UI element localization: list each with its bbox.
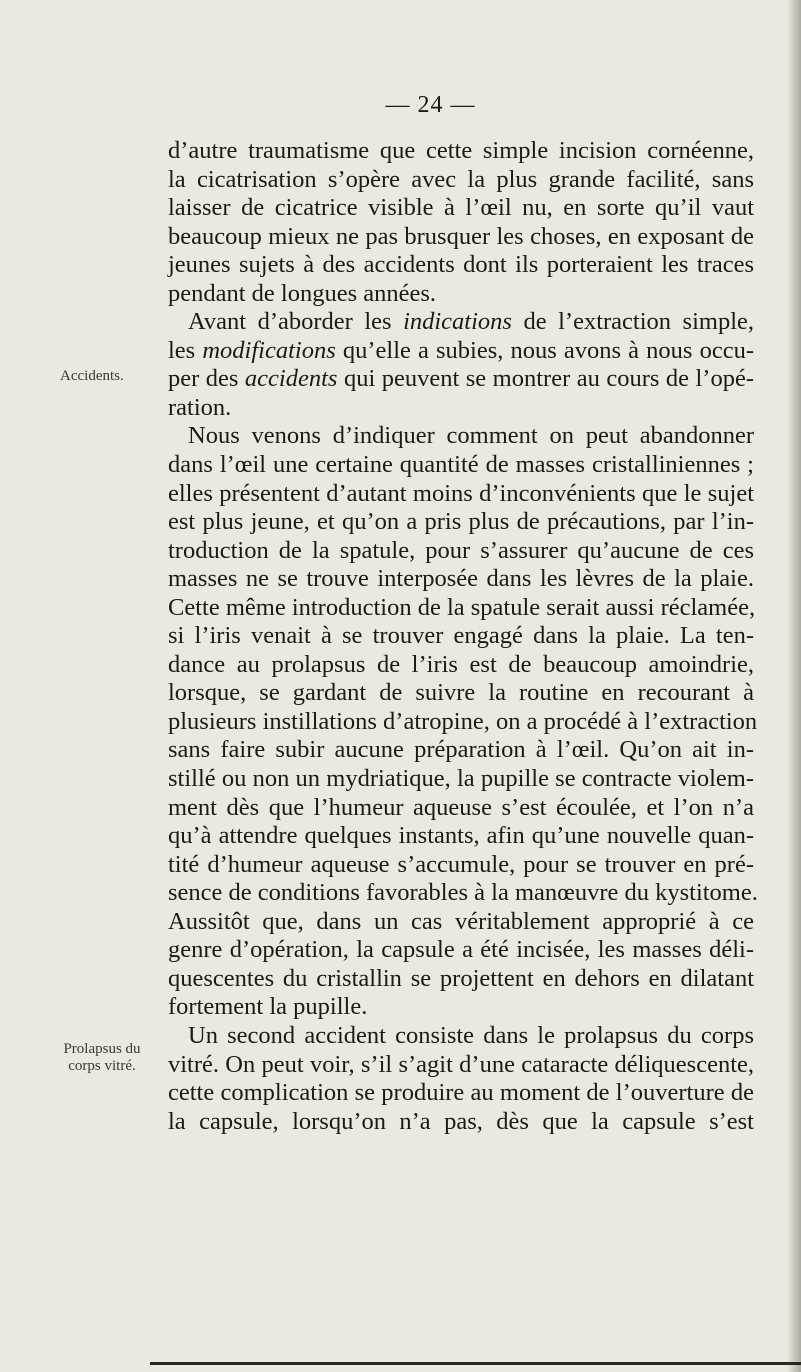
text-line: genre d’opération, la capsule a été incisée, les masses déli- <box>168 936 754 964</box>
margin-note-accidents: Accidents. <box>60 368 124 384</box>
margin-note-prolapsus-line1: Prolapsus du <box>63 1041 141 1057</box>
text-line: fortement la pupille. <box>168 993 368 1021</box>
text-run: de l’extraction simple, <box>511 308 755 336</box>
text-line: qu’à attendre quelques instants, afin qu’une nouvelle quan- <box>168 822 754 850</box>
text-line <box>168 308 754 337</box>
text-line: d’autre traumatisme que cette simple incision cornéenne, <box>168 137 754 164</box>
text-run: Avant d’aborder les <box>188 308 404 336</box>
body-text <box>168 137 758 1136</box>
text-line: vitré. On peut voir, s’il s’agit d’une cataracte déliquescente, <box>168 1050 754 1078</box>
text-run: qu’elle a subies, nous avons à nous occu- <box>335 336 754 364</box>
text-line: ration. <box>168 393 232 421</box>
text-line: Nous venons d’indiquer comment on peut abandonner <box>188 422 754 450</box>
text-line: tité d’humeur aqueuse s’accumule, pour se trouver en pré- <box>168 850 754 878</box>
text-line: dans l’œil une certaine quantité de masses cristalliniennes ; <box>168 451 754 479</box>
text-line: stillé ou non un mydriatique, la pupille se contracte violem- <box>168 765 754 793</box>
text-line <box>168 365 754 394</box>
italic-term-indications: indications <box>403 308 512 336</box>
text-line: pendant de longues années. <box>168 279 437 307</box>
text-line: ment dès que l’humeur aqueuse s’est écoulée, et l’on n’a <box>168 793 754 821</box>
text-line: sence de conditions favorables à la manœuvre du kystitome. <box>168 879 758 907</box>
text-line: troduction de la spatule, pour s’assurer qu’aucune de ces <box>168 536 754 564</box>
text-run: qui peuvent se montrer au cours de l’opé- <box>337 365 754 393</box>
text-line: lorsque, se gardant de suivre la routine en recourant à <box>168 679 754 707</box>
margin-note-prolapsus-line2: corps vitré. <box>68 1058 136 1074</box>
margin-note-prolapsus <box>52 1041 152 1075</box>
italic-term-accidents: accidents <box>244 365 338 393</box>
text-line <box>168 337 754 366</box>
text-line: laisser de cicatrice visible à l’œil nu, en sorte qu’il vaut <box>168 194 754 222</box>
text-line: la cicatrisation s’opère avec la plus grande facilité, sans <box>168 165 754 193</box>
text-line: beaucoup mieux ne pas brusquer les choses, en exposant de <box>168 222 754 250</box>
text-line: jeunes sujets à des accidents dont ils porteraient les traces <box>168 251 754 279</box>
italic-term-modifications: modifications <box>202 336 336 364</box>
text-line: sans faire subir aucune préparation à l’œil. Qu’on ait in- <box>168 736 754 764</box>
page-number: — 24 — <box>385 92 476 118</box>
text-line: elles présentent d’autant moins d’inconvénients que le sujet <box>168 479 754 507</box>
text-line: est plus jeune, et qu’on a pris plus de précautions, par l’in- <box>168 508 754 536</box>
text-line: masses ne se trouve interposée dans les lèvres de la plaie. <box>168 565 754 593</box>
text-line: Cette même introduction de la spatule serait aussi réclamée, <box>168 593 756 621</box>
text-line: la capsule, lorsqu’on n’a pas, dès que la capsule s’est <box>168 1107 754 1135</box>
text-line: si l’iris venait à se trouver engagé dans la plaie. La ten- <box>168 622 754 650</box>
bottom-edge-rule <box>150 1362 801 1365</box>
text-line: cette complication se produire au moment de l’ouverture de <box>168 1079 754 1107</box>
text-line: Aussitôt que, dans un cas véritablement approprié à ce <box>168 907 754 935</box>
text-line: dance au prolapsus de l’iris est de beaucoup amoindrie, <box>168 650 754 678</box>
text-line: quescentes du cristallin se projettent en dehors en dilatant <box>168 964 754 992</box>
text-run: per des <box>168 365 245 393</box>
text-line: Un second accident consiste dans le prolapsus du corps <box>188 1021 754 1049</box>
text-line: plusieurs instillations d’atropine, on a procédé à l’extraction <box>168 707 758 735</box>
text-run: les <box>168 336 203 364</box>
page-edge-shadow <box>787 0 801 1372</box>
